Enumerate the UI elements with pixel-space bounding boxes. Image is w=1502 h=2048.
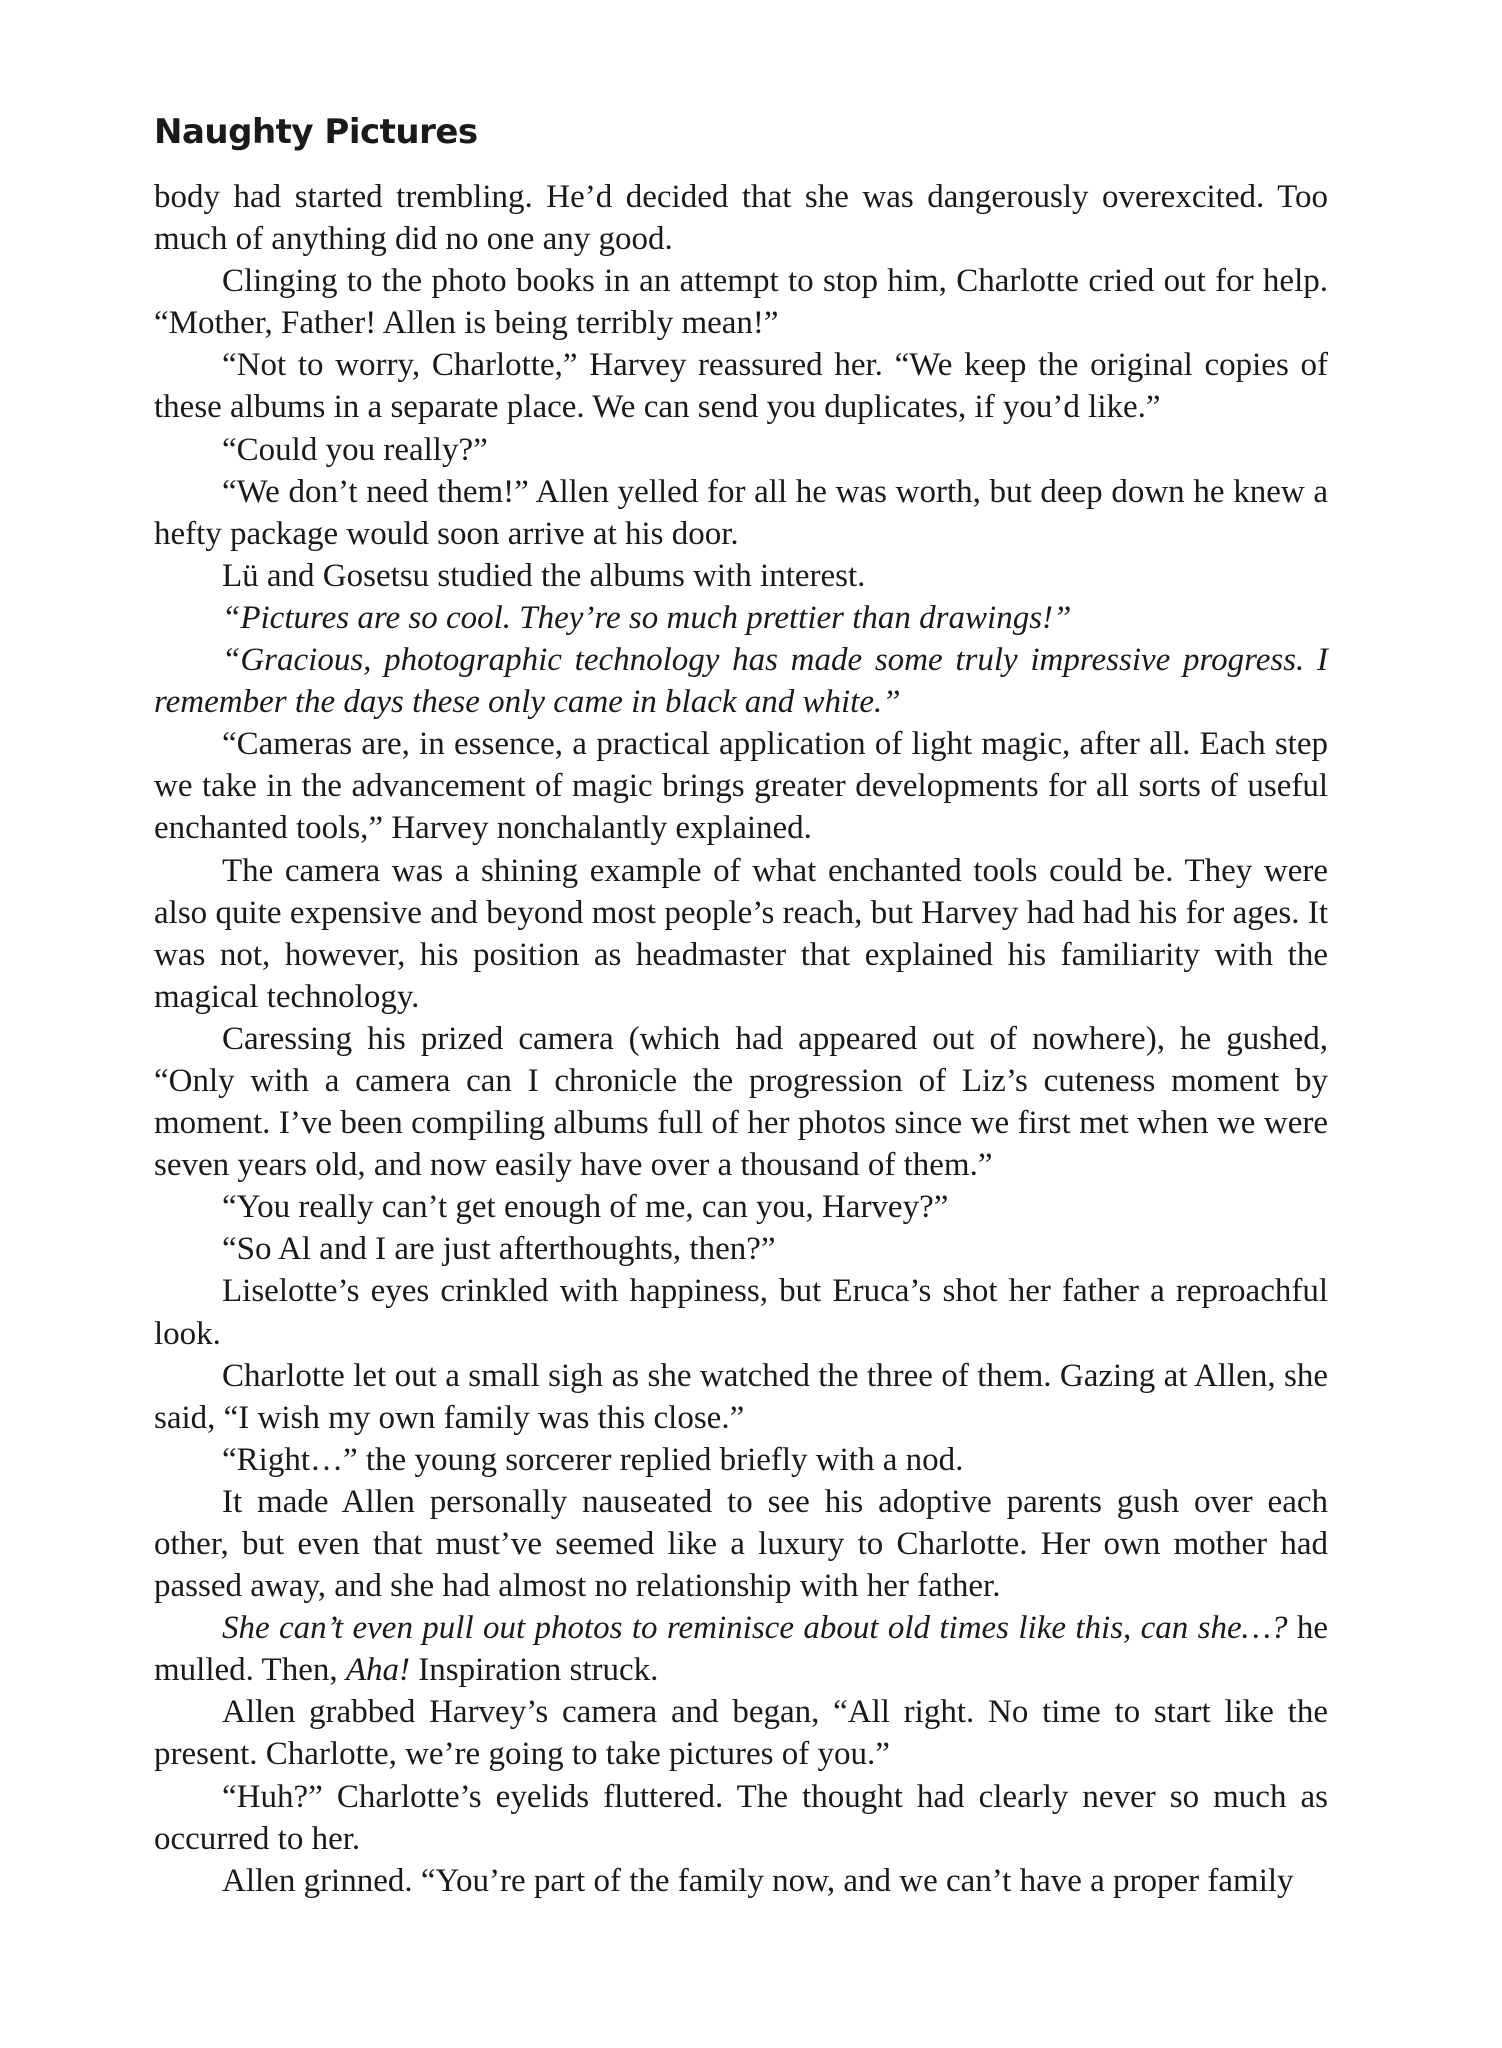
paragraph [154,176,1328,260]
text-run: “Could you really?” [222,431,488,468]
text-run: Allen grinned. “You’re part of the family now, and we can’t have a proper family [222,1862,1294,1899]
paragraph [154,1228,1328,1270]
text-run: Clinging to the photo books in an attempt to stop him, Charlotte cried out for help. “Mother, Father! Allen is being terribly mean!” [154,263,1328,342]
paragraph [154,723,1328,849]
paragraph [154,1481,1328,1607]
text-run: “Huh?” Charlotte’s eyelids fluttered. The thought had clearly never so much as occurred to her. [154,1778,1328,1857]
paragraph [154,1691,1328,1775]
text-run: It made Allen personally nauseated to see his adoptive parents gush over each other, but even that must’ve seemed like a luxury to Charlotte. Her own mother had passed away, and she had almost no relationship with her father. [154,1483,1328,1605]
italic-text: She can’t even pull out photos to reminisce about old times like this, can she…? [222,1610,1288,1647]
paragraph [154,1355,1328,1439]
text-run: “We don’t need them!” Allen yelled for all he was worth, but deep down he knew a hefty package would soon arrive at his door. [154,473,1328,552]
paragraph [154,1018,1328,1186]
text-run: Lü and Gosetsu studied the albums with interest. [222,557,866,594]
running-header: Naughty Pictures [154,112,478,152]
italic-text: Aha! [345,1652,411,1689]
text-run: Allen grabbed Harvey’s camera and began, “All right. No time to start like the present. Charlotte, we’re going to take pictures of you.” [154,1694,1328,1773]
text-run: Caressing his prized camera (which had appeared out of nowhere), he gushed, “Only with a camera can I chronicle the progression of Liz’s cuteness moment by moment. I’ve been compiling albums full of her photos since we first met when we were seven years old, and now easily have over a thousand of them.” [154,1020,1328,1184]
paragraph [154,429,1328,471]
paragraph [154,1186,1328,1228]
paragraph [154,555,1328,597]
paragraph [154,260,1328,344]
text-run: The camera was a shining example of what enchanted tools could be. They were also quite expensive and beyond most people’s reach, but Harvey had had his for ages. It was not, however, his position as headmaster that explained his familiarity with the magical technology. [154,852,1328,1015]
paragraph [154,344,1328,428]
paragraph [154,597,1328,639]
paragraph [154,639,1328,723]
paragraph [154,471,1328,555]
text-run: “You really can’t get enough of me, can you, Harvey?” [222,1189,949,1226]
italic-text: “Gracious, photographic technology has made some truly impressive progress. I remember the days these only came in black and white.” [154,642,1328,721]
text-run: “So Al and I are just afterthoughts, then?” [222,1231,776,1268]
italic-text: “Pictures are so cool. They’re so much prettier than drawings!” [222,599,1072,636]
text-run: Inspiration struck. [410,1652,659,1689]
text-run: he mulled. Then, [154,1610,1328,1689]
paragraph [154,1860,1328,1902]
body-text [154,176,1328,1902]
text-run: body had started trembling. He’d decided that she was dangerously overexcited. Too much of anything did no one any good. [154,179,1328,258]
text-run: Liselotte’s eyes crinkled with happiness, but Eruca’s shot her father a reproachful look. [154,1273,1328,1352]
paragraph [154,1607,1328,1691]
paragraph [154,1776,1328,1860]
paragraph [154,1270,1328,1354]
text-run: “Not to worry, Charlotte,” Harvey reassured her. “We keep the original copies of these albums in a separate place. We can send you duplicates, if you’d like.” [154,347,1328,426]
text-run: Charlotte let out a small sigh as she watched the three of them. Gazing at Allen, she said, “I wish my own family was this close.” [154,1357,1328,1436]
text-run: “Cameras are, in essence, a practical application of light magic, after all. Each step we take in the advancement of magic brings greater developments for all sorts of useful enchanted tools,” Harvey nonchalantly explained. [154,726,1328,847]
text-run: “Right…” the young sorcerer replied briefly with a nod. [222,1441,964,1478]
paragraph [154,850,1328,1018]
paragraph [154,1439,1328,1481]
